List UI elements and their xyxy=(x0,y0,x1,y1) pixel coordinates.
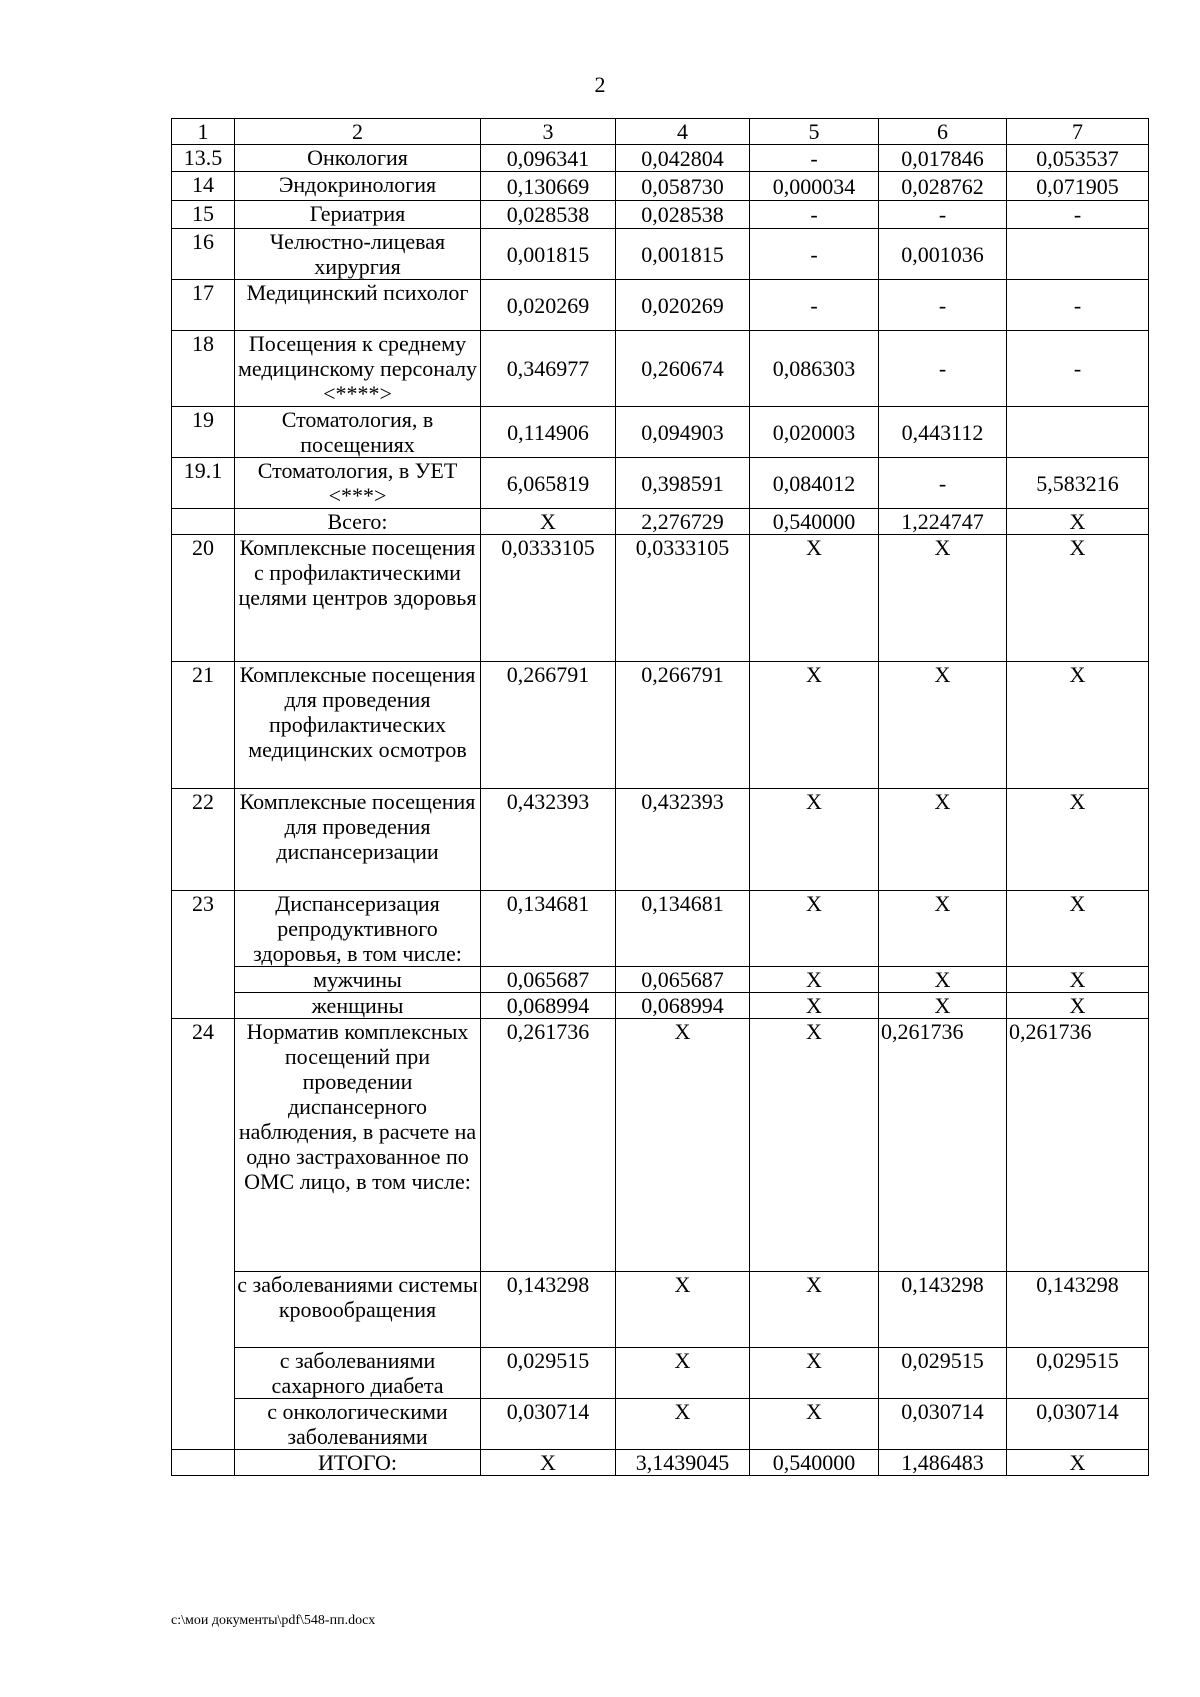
table-cell: X xyxy=(879,891,1007,967)
table-cell: 1,486483 xyxy=(879,1450,1007,1476)
row-number: 14 xyxy=(172,172,235,201)
table-cell: X xyxy=(750,993,879,1019)
table-cell: 0,432393 xyxy=(616,789,750,891)
table-cell: X xyxy=(1007,1450,1149,1476)
table-cell: X xyxy=(750,1399,879,1450)
row-label: Норматив комплексных посещений при проведении диспансерного наблюдения, в расчете на одно застрахованное по ОМС лицо, в том числе: xyxy=(235,1019,481,1272)
table-cell: 0,065687 xyxy=(481,967,616,993)
table-cell: 5,583216 xyxy=(1007,458,1149,509)
table-cell: 0,134681 xyxy=(616,891,750,967)
table-cell: X xyxy=(616,1399,750,1450)
table-cell: 0,096341 xyxy=(481,145,616,172)
table-cell: X xyxy=(616,1272,750,1348)
row-number: 16 xyxy=(172,229,235,280)
table-cell: X xyxy=(750,1272,879,1348)
table-cell: 1,224747 xyxy=(879,509,1007,535)
table-cell: 0,432393 xyxy=(481,789,616,891)
table-row xyxy=(172,1272,1149,1348)
table-cell: X xyxy=(1007,789,1149,891)
table-cell: 0,000034 xyxy=(750,172,879,201)
table-cell: X xyxy=(1007,993,1149,1019)
row-label: Медицинский психолог xyxy=(235,280,481,331)
table-cell: 0,0333105 xyxy=(616,535,750,662)
row-label: мужчины xyxy=(235,967,481,993)
table-cell: 0,068994 xyxy=(481,993,616,1019)
table-row xyxy=(172,229,1149,280)
table-cell: X xyxy=(750,1348,879,1399)
table-cell: X xyxy=(750,891,879,967)
table-cell: 0,540000 xyxy=(750,1450,879,1476)
table-cell: - xyxy=(750,201,879,229)
row-label: Диспансеризация репродуктивного здоровья, в том числе: xyxy=(235,891,481,967)
row-label: Гериатрия xyxy=(235,201,481,229)
table-cell: X xyxy=(879,967,1007,993)
table-row xyxy=(172,331,1149,407)
table-row xyxy=(172,201,1149,229)
table-cell: - xyxy=(879,280,1007,331)
table-cell: - xyxy=(750,280,879,331)
table-cell: 0,001815 xyxy=(481,229,616,280)
table-cell: 0,143298 xyxy=(879,1272,1007,1348)
table-cell: 0,017846 xyxy=(879,145,1007,172)
table-cell: 0,540000 xyxy=(750,509,879,535)
table-row xyxy=(172,280,1149,331)
table-cell: 0,001815 xyxy=(616,229,750,280)
table-cell: X xyxy=(750,1019,879,1272)
table-cell: - xyxy=(1007,280,1149,331)
table-cell: 0,028538 xyxy=(481,201,616,229)
table-row xyxy=(172,458,1149,509)
table-cell: - xyxy=(750,229,879,280)
table-cell xyxy=(1007,407,1149,458)
row-label: Комплексные посещения для проведения диспансеризации xyxy=(235,789,481,891)
table-cell: X xyxy=(1007,535,1149,662)
table-cell: 0,143298 xyxy=(481,1272,616,1348)
table-cell: X xyxy=(750,789,879,891)
table-row xyxy=(172,172,1149,201)
row-number: 20 xyxy=(172,535,235,662)
column-number: 5 xyxy=(750,119,879,145)
table-cell: - xyxy=(1007,201,1149,229)
table-cell: 0,001036 xyxy=(879,229,1007,280)
table-row xyxy=(172,407,1149,458)
table-row xyxy=(172,1348,1149,1399)
row-number xyxy=(172,509,235,535)
table-cell: - xyxy=(1007,331,1149,407)
row-label: с заболеваниями системы кровообращения xyxy=(235,1272,481,1348)
table-cell: X xyxy=(481,1450,616,1476)
row-label: Эндокринология xyxy=(235,172,481,201)
table-cell: 0,071905 xyxy=(1007,172,1149,201)
table-row xyxy=(172,789,1149,891)
table-cell: 0,029515 xyxy=(481,1348,616,1399)
table-cell: 0,398591 xyxy=(616,458,750,509)
table-cell: 0,261736 xyxy=(1007,1019,1149,1272)
table-cell: - xyxy=(879,331,1007,407)
table-row xyxy=(172,1399,1149,1450)
row-label: ИТОГО: xyxy=(235,1450,481,1476)
page-number: 2 xyxy=(594,72,606,97)
table-cell: 0,134681 xyxy=(481,891,616,967)
row-number: 21 xyxy=(172,662,235,789)
row-number: 22 xyxy=(172,789,235,891)
table-row xyxy=(172,662,1149,789)
column-number: 7 xyxy=(1007,119,1149,145)
row-label: с заболеваниями сахарного диабета xyxy=(235,1348,481,1399)
footer-file-path: c:\мои документы\pdf\548-пп.docx xyxy=(171,1613,376,1628)
column-number: 6 xyxy=(879,119,1007,145)
table-cell: 0,020269 xyxy=(481,280,616,331)
table-row xyxy=(172,993,1149,1019)
table-cell: 3,1439045 xyxy=(616,1450,750,1476)
table-cell: 0,042804 xyxy=(616,145,750,172)
table-row xyxy=(172,145,1149,172)
table-cell: 0,053537 xyxy=(1007,145,1149,172)
table-cell: 0,029515 xyxy=(879,1348,1007,1399)
table-cell: 0,346977 xyxy=(481,331,616,407)
table-cell: 0,114906 xyxy=(481,407,616,458)
row-number: 13.5 xyxy=(172,145,235,172)
data-table-container xyxy=(171,118,1148,1476)
column-number: 4 xyxy=(616,119,750,145)
row-label: Стоматология, в посещениях xyxy=(235,407,481,458)
table-cell: 2,276729 xyxy=(616,509,750,535)
subtotal-row xyxy=(172,509,1149,535)
table-cell: - xyxy=(750,145,879,172)
table-cell: 0,130669 xyxy=(481,172,616,201)
row-number: 19.1 xyxy=(172,458,235,509)
table-row xyxy=(172,1019,1149,1272)
row-label: Комплексные посещения для проведения профилактических медицинских осмотров xyxy=(235,662,481,789)
row-label: Челюстно-лицевая хирургия xyxy=(235,229,481,280)
table-cell: X xyxy=(1007,509,1149,535)
table-cell: X xyxy=(616,1019,750,1272)
table-cell: 0,266791 xyxy=(616,662,750,789)
table-cell: 0,261736 xyxy=(481,1019,616,1272)
table-cell: 0,260674 xyxy=(616,331,750,407)
column-number: 1 xyxy=(172,119,235,145)
table-cell: 0,030714 xyxy=(879,1399,1007,1450)
row-label: Стоматология, в УЕТ <***> xyxy=(235,458,481,509)
table-cell: X xyxy=(616,1348,750,1399)
row-number xyxy=(172,1450,235,1476)
table-cell: 0,443112 xyxy=(879,407,1007,458)
column-number-row xyxy=(172,119,1149,145)
table-cell: X xyxy=(1007,967,1149,993)
table-row xyxy=(172,891,1149,967)
table-cell: X xyxy=(750,662,879,789)
table-cell: X xyxy=(481,509,616,535)
table-cell: X xyxy=(879,535,1007,662)
table-cell: 0,086303 xyxy=(750,331,879,407)
table-row xyxy=(172,535,1149,662)
row-number: 24 xyxy=(172,1019,235,1450)
table-cell: X xyxy=(1007,662,1149,789)
row-label: Онкология xyxy=(235,145,481,172)
table-cell: 0,030714 xyxy=(481,1399,616,1450)
table-cell: 0,028762 xyxy=(879,172,1007,201)
table-cell xyxy=(1007,229,1149,280)
table-cell: 0,084012 xyxy=(750,458,879,509)
table-cell: 0,020269 xyxy=(616,280,750,331)
table-cell: 0,065687 xyxy=(616,967,750,993)
row-number: 23 xyxy=(172,891,235,1019)
row-label: Посещения к среднему медицинскому персоналу <****> xyxy=(235,331,481,407)
table-cell: X xyxy=(750,967,879,993)
table-cell: 0,058730 xyxy=(616,172,750,201)
table-cell: - xyxy=(879,201,1007,229)
table-cell: X xyxy=(1007,891,1149,967)
table-cell: 0,094903 xyxy=(616,407,750,458)
row-number: 18 xyxy=(172,331,235,407)
table-cell: X xyxy=(879,789,1007,891)
row-label: женщины xyxy=(235,993,481,1019)
table-cell: X xyxy=(879,993,1007,1019)
table-cell: 0,068994 xyxy=(616,993,750,1019)
table-cell: 0,266791 xyxy=(481,662,616,789)
grand-total-row xyxy=(172,1450,1149,1476)
data-table xyxy=(171,118,1149,1476)
table-cell: 0,143298 xyxy=(1007,1272,1149,1348)
row-number: 15 xyxy=(172,201,235,229)
table-cell: X xyxy=(879,662,1007,789)
row-number: 17 xyxy=(172,280,235,331)
row-label: с онкологическими заболеваниями xyxy=(235,1399,481,1450)
table-cell: 0,028538 xyxy=(616,201,750,229)
table-cell: 0,030714 xyxy=(1007,1399,1149,1450)
table-row xyxy=(172,967,1149,993)
table-cell: 0,261736 xyxy=(879,1019,1007,1272)
column-number: 3 xyxy=(481,119,616,145)
table-cell: X xyxy=(750,535,879,662)
table-cell: 0,0333105 xyxy=(481,535,616,662)
table-cell: 0,029515 xyxy=(1007,1348,1149,1399)
column-number: 2 xyxy=(235,119,481,145)
row-label: Комплексные посещения с профилактическими целями центров здоровья xyxy=(235,535,481,662)
table-cell: 6,065819 xyxy=(481,458,616,509)
row-label: Всего: xyxy=(235,509,481,535)
table-cell: 0,020003 xyxy=(750,407,879,458)
table-cell: - xyxy=(879,458,1007,509)
row-number: 19 xyxy=(172,407,235,458)
